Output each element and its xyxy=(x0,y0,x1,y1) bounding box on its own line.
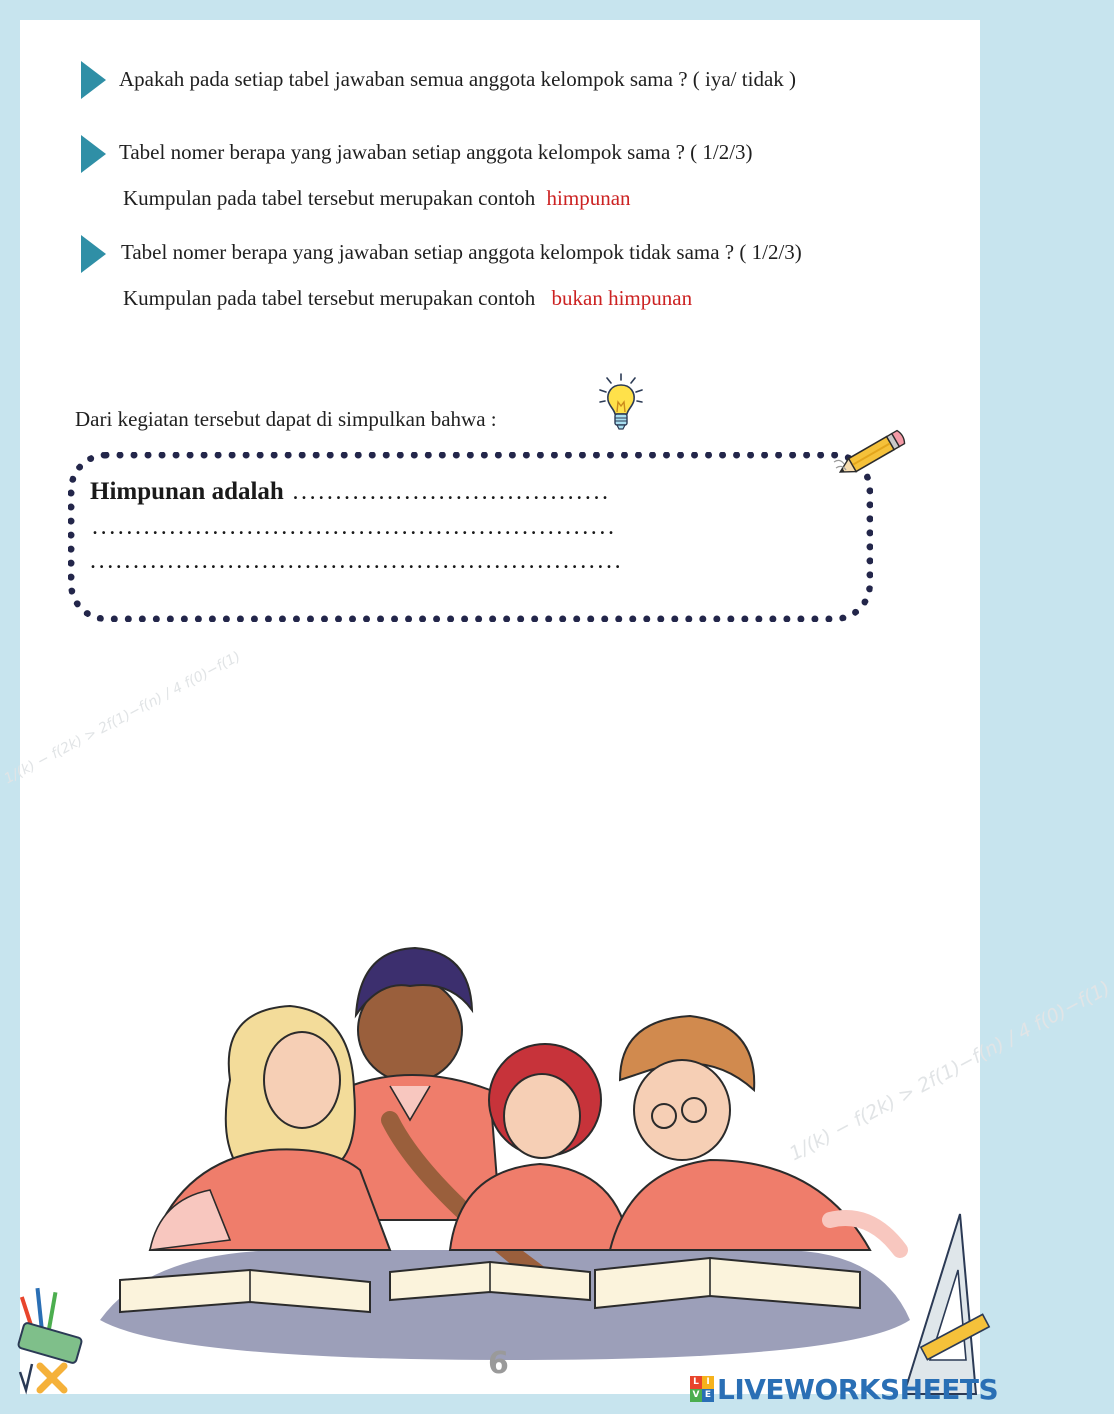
conclusion-line-1[interactable] xyxy=(90,478,850,506)
conclusion-lead: Dari kegiatan tersebut dapat di simpulkan bahwa : xyxy=(75,407,497,431)
question-2-answer xyxy=(123,186,631,211)
question-1-text: Apakah pada setiap tabel jawaban semua anggota kelompok sama ? ( iya/ tidak ) xyxy=(119,67,797,91)
answer-prefix: Kumpulan pada tabel tersebut merupakan contoh xyxy=(123,286,536,310)
conclusion-line-2[interactable]: ............................................................. xyxy=(92,514,617,540)
question-2-text: Tabel nomer berapa yang jawaban setiap anggota kelompok sama ? ( 1/2/3) xyxy=(119,140,753,164)
worksheet-page xyxy=(1,20,1114,1394)
brand-letter: V xyxy=(690,1389,702,1402)
formula-watermark-right: 1/(k) − f(2k) > 2f(1)−f(n) / 4 f(0)−f(1) xyxy=(785,976,1114,1166)
conclusion-label: Himpunan adalah xyxy=(90,478,284,505)
pencil-icon xyxy=(828,430,910,482)
lightbulb-icon xyxy=(594,372,654,438)
brand-letter: I xyxy=(702,1376,714,1389)
page-number: 6 xyxy=(488,1346,509,1381)
pencil-cup-icon xyxy=(20,1282,86,1394)
play-triangle-icon xyxy=(81,61,106,99)
students-reading-illustration xyxy=(90,920,920,1360)
brand-letter: L xyxy=(690,1376,702,1389)
answer-value: bukan himpunan xyxy=(551,286,693,310)
formula-watermark-left: 1/(k) − f(2k) > 2f(1)−f(n) / 4 f(0)−f(1) xyxy=(1,648,244,788)
question-3-answer xyxy=(123,286,692,311)
answer-prefix: Kumpulan pada tabel tersebut merupakan contoh xyxy=(123,186,536,210)
conclusion-line-3[interactable]: .............................................................. xyxy=(90,548,624,574)
ruler-triangle-icon xyxy=(900,1210,980,1394)
answer-value: himpunan xyxy=(546,186,631,210)
brand-mark-icon xyxy=(690,1376,714,1402)
brand-letter: E xyxy=(702,1389,714,1402)
play-triangle-icon xyxy=(81,235,106,273)
liveworksheets-logo[interactable] xyxy=(690,1374,998,1404)
answer-dots: ..................................... xyxy=(292,479,611,505)
play-triangle-icon xyxy=(81,135,106,173)
question-3-text: Tabel nomer berapa yang jawaban setiap anggota kelompok tidak sama ? ( 1/2/3) xyxy=(121,240,802,264)
brand-name: LIVEWORKSHEETS xyxy=(717,1372,999,1406)
